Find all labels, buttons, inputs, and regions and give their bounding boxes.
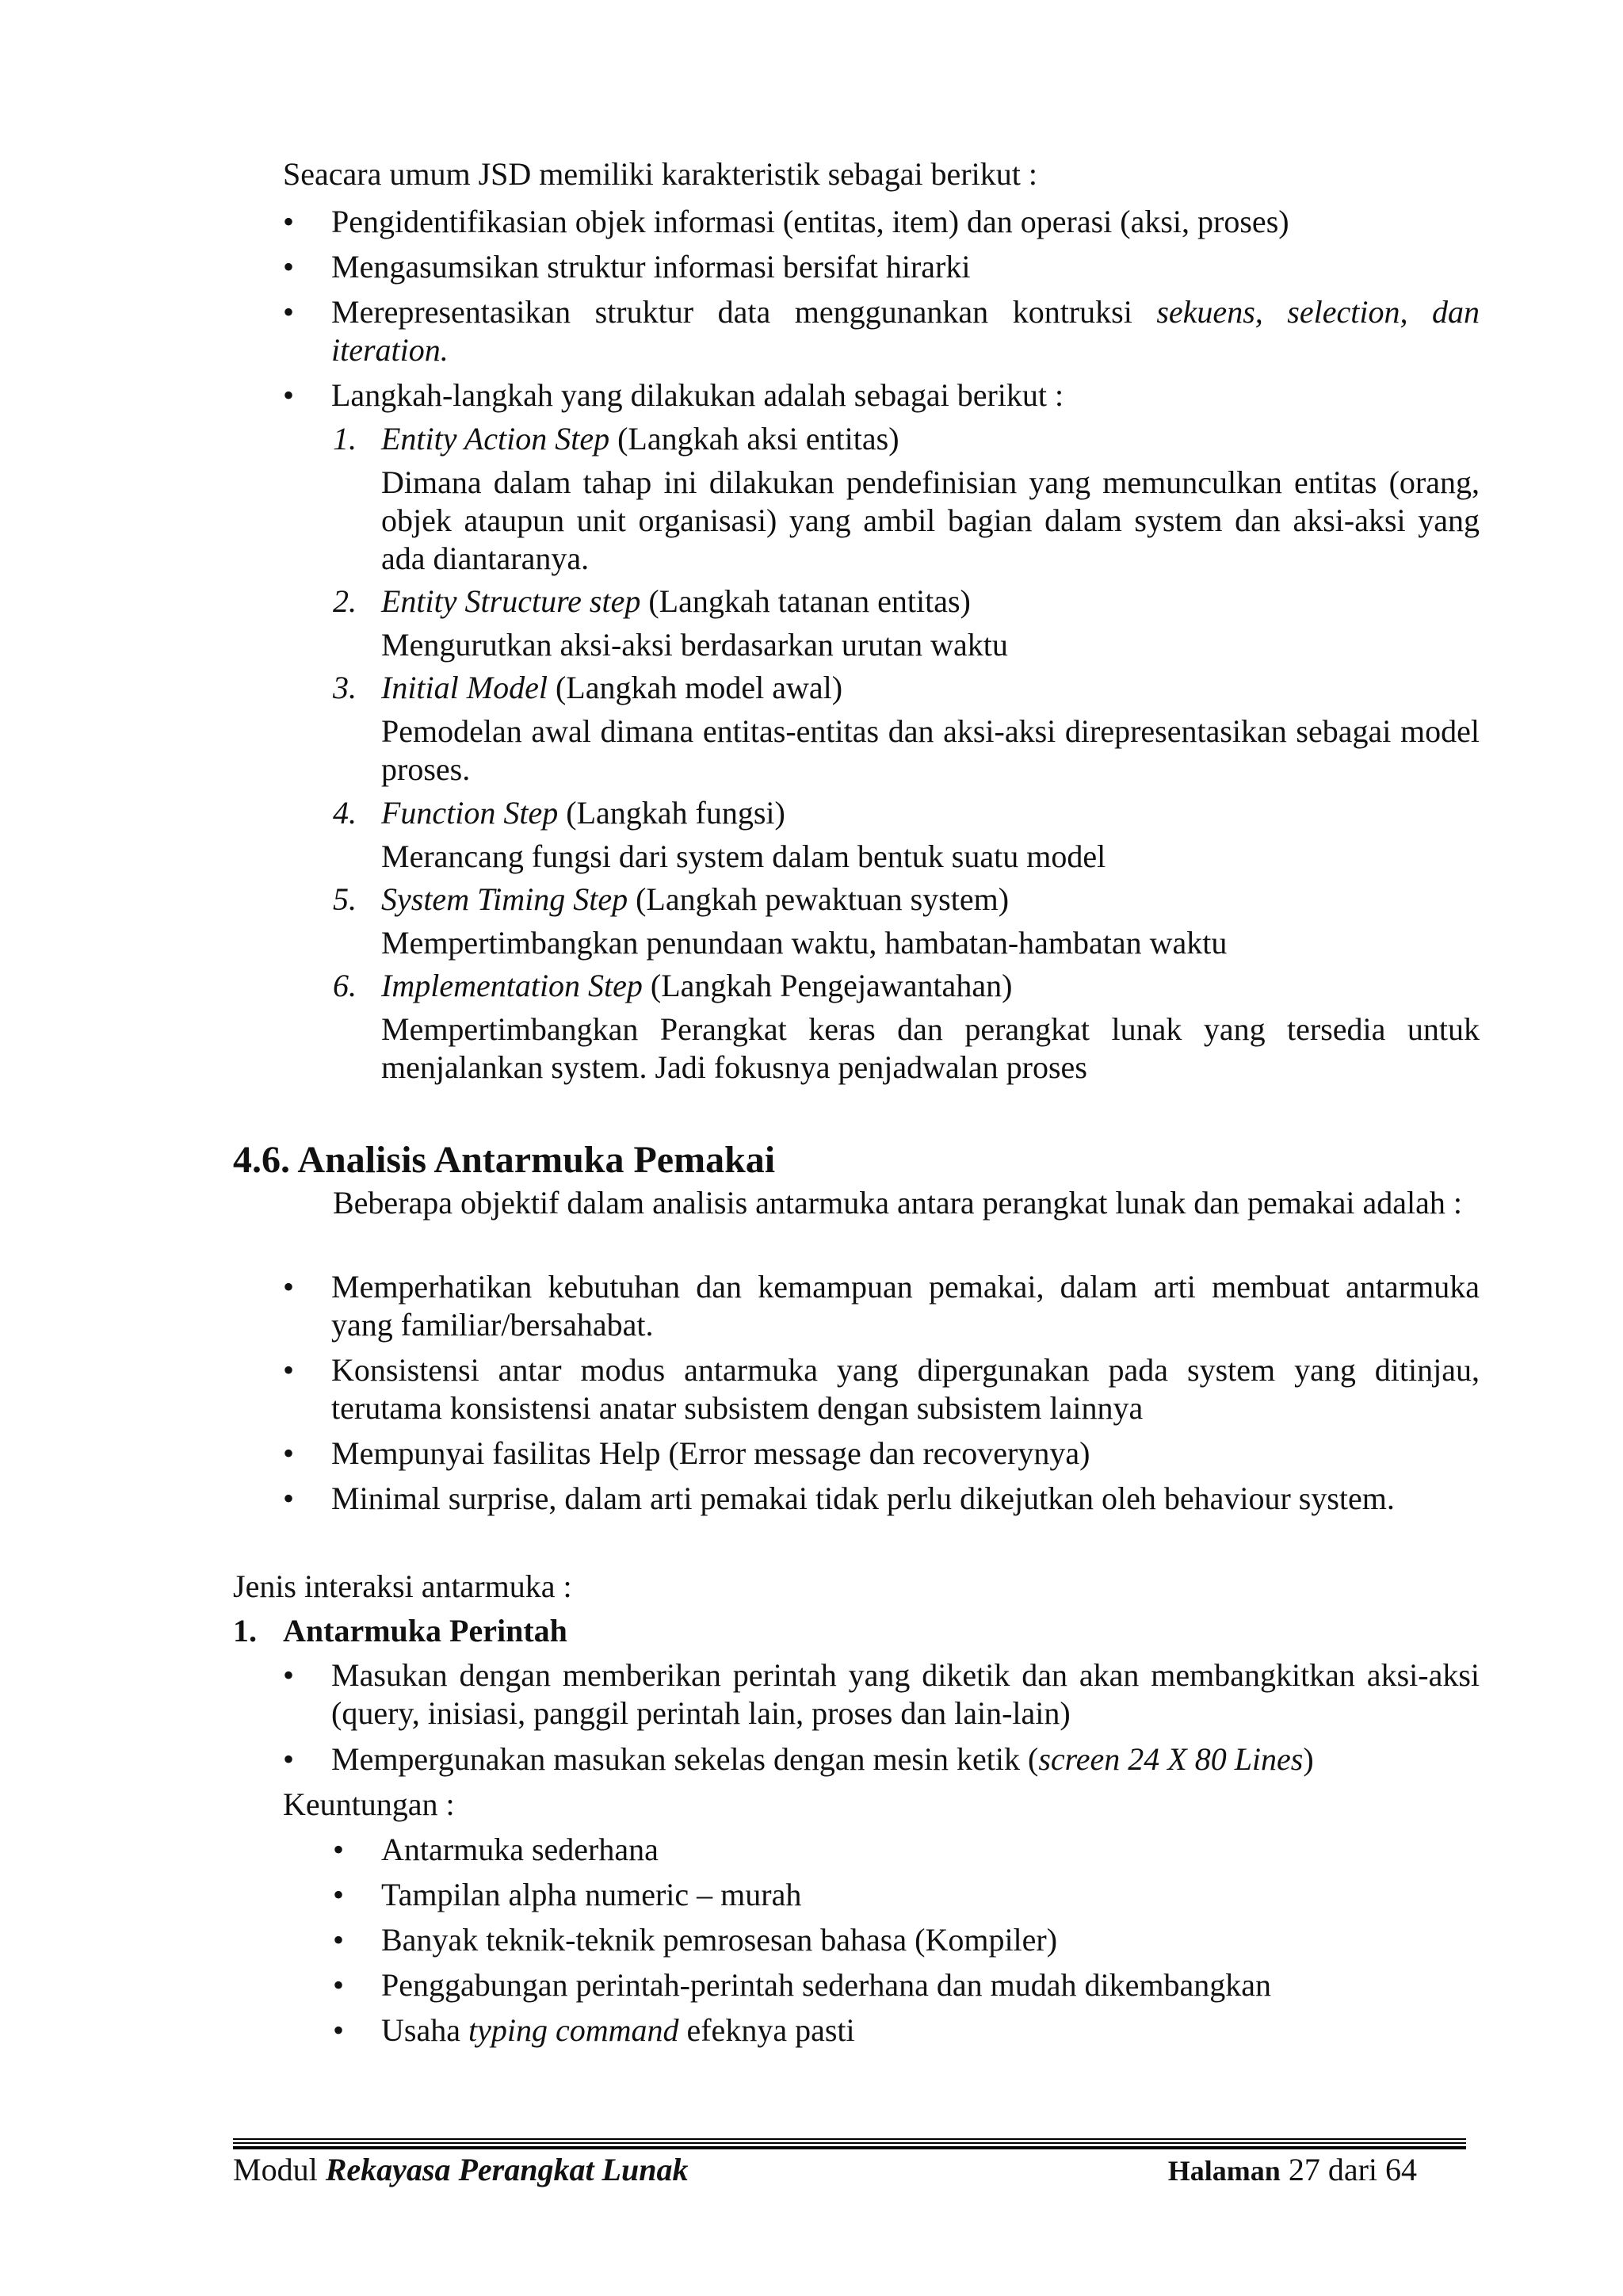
step-description: Dimana dalam tahap ini dilakukan pendefinisian yang memunculkan entitas (orang, objek ataupun unit organisasi) yang ambil bagian dalam system dan aksi-aksi yang ada diantaranya. (381, 464, 1480, 576)
step-name: Initial Model (381, 670, 548, 705)
step-number: 4. (333, 795, 357, 831)
list-item (283, 248, 1480, 286)
footer-page-label: Halaman (1167, 2155, 1281, 2187)
footer-prefix: Modul (233, 2152, 326, 2187)
list-item (283, 1351, 1480, 1427)
bullet-text (331, 293, 1480, 369)
step-subtitle: (Langkah Pengejawantahan) (642, 968, 1013, 1003)
step-title (333, 420, 1480, 458)
footer-module-title (233, 2151, 688, 2189)
bullet-icon: • (333, 1832, 345, 1867)
jenis-text: Jenis interaksi antarmuka : (233, 1568, 572, 1604)
step-subtitle: (Langkah model awal) (547, 670, 843, 705)
bullet-text: Pengidentifikasian objek informasi (entitas, item) dan operasi (aksi, proses) (331, 204, 1289, 239)
bullet-icon: • (283, 1435, 295, 1471)
intro-text: Seacara umum JSD memiliki karakteristik sebagai berikut : (283, 156, 1037, 192)
step-number: 1. (333, 421, 357, 457)
footer-rule-line (233, 2138, 1466, 2140)
footer-title: Rekayasa Perangkat Lunak (325, 2152, 689, 2187)
step-subtitle: (Langkah tatanan entitas) (640, 583, 971, 619)
step-title (333, 967, 1480, 1005)
bullet-text-italic: typing command (468, 2012, 679, 2048)
bullet-text (381, 2011, 1480, 2050)
bullet-text (331, 1740, 1480, 1778)
bullet-text: Mempunyai fasilitas Help (Error message dan recoverynya) (331, 1435, 1090, 1471)
keuntungan-label: Keuntungan : (283, 1786, 455, 1822)
subheading-title: Antarmuka Perintah (283, 1613, 567, 1648)
bullet-text: Tampilan alpha numeric – murah (381, 1877, 802, 1912)
bullet-icon: • (283, 249, 295, 285)
footer-rule-line (233, 2142, 1466, 2144)
bullet-icon: • (283, 204, 295, 239)
bullet-text: Konsistensi antar modus antarmuka yang dipergunakan pada system yang ditinjau, terutama konsistensi anatar subsistem dengan subsistem lainnya (331, 1352, 1480, 1426)
bullet-icon: • (333, 1877, 345, 1912)
bullet-icon: • (283, 1741, 295, 1777)
list-item (333, 1921, 1480, 1959)
step-subtitle: (Langkah pewaktuan system) (628, 881, 1010, 917)
bullet-text: Minimal surprise, dalam arti pemakai tidak perlu dikejutkan oleh behaviour system. (331, 1480, 1395, 1516)
list-item (283, 1480, 1480, 1518)
step-title (333, 669, 1480, 707)
list-item (333, 1876, 1480, 1914)
step-description: Pemodelan awal dimana entitas-entitas dan aksi-aksi direpresentasikan sebagai model proses. (381, 713, 1480, 787)
step-description: Mengurutkan aksi-aksi berdasarkan urutan waktu (381, 627, 1008, 663)
bullet-text-italic: sekuens, selection, dan iteration. (331, 294, 1480, 368)
step-subtitle: (Langkah aksi entitas) (609, 421, 899, 457)
bullet-icon: • (333, 1967, 345, 2003)
bullet-icon: • (333, 2012, 345, 2048)
list-item (333, 1831, 1480, 1869)
bullet-icon: • (283, 1657, 295, 1693)
bullet-icon: • (333, 1922, 345, 1958)
step-title (333, 583, 1480, 621)
section-paragraph: Beberapa objektif dalam analisis antarmuka antara perangkat lunak dan pemakai adalah : (333, 1185, 1462, 1221)
list-item (283, 1656, 1480, 1733)
bullet-text: Banyak teknik-teknik pemrosesan bahasa (Kompiler) (381, 1922, 1058, 1958)
bullet-text: Langkah-langkah yang dilakukan adalah sebagai berikut : (331, 377, 1064, 413)
step-name: Entity Action Step (381, 421, 610, 457)
bullet-icon: • (283, 1352, 295, 1388)
step-title (333, 881, 1480, 919)
list-item (333, 2011, 1480, 2050)
footer-rule (233, 2138, 1466, 2149)
step-description: Mempertimbangkan Perangkat keras dan perangkat lunak yang tersedia untuk menjalankan system. Jadi fokusnya penjadwalan proses (381, 1011, 1480, 1085)
bullet-text-italic: screen 24 X 80 Lines (1038, 1741, 1304, 1777)
bullet-text-end: efeknya pasti (678, 2012, 855, 2048)
step-number: 6. (333, 968, 357, 1003)
list-item (283, 203, 1480, 241)
step-name: Function Step (381, 795, 559, 831)
bullet-icon: • (283, 1480, 295, 1516)
footer-page-value: 27 dari 64 (1280, 2152, 1417, 2187)
bullet-icon: • (283, 294, 295, 330)
bullet-text-plain: Mempergunakan masukan sekelas dengan mesin ketik ( (331, 1741, 1039, 1777)
list-item (283, 376, 1480, 415)
bullet-text-end: ) (1303, 1741, 1314, 1777)
list-item (333, 1966, 1480, 2004)
bullet-icon: • (283, 377, 295, 413)
step-title (333, 794, 1480, 832)
bullet-text: Antarmuka sederhana (381, 1832, 659, 1867)
bullet-icon: • (283, 1269, 295, 1305)
step-name: System Timing Step (381, 881, 628, 917)
step-description: Merancang fungsi dari system dalam bentuk suatu model (381, 839, 1106, 874)
step-number: 5. (333, 881, 357, 917)
bullet-text: Masukan dengan memberikan perintah yang diketik dan akan membangkitkan aksi-aksi (query, inisiasi, panggil perintah lain, proses dan lain-lain) (331, 1657, 1480, 1731)
subheading-number: 1. (233, 1613, 257, 1648)
bullet-text: Memperhatikan kebutuhan dan kemampuan pemakai, dalam arti membuat antarmuka yang familiar/bersahabat. (331, 1269, 1480, 1343)
subheading (233, 1612, 567, 1650)
bullet-text-plain: Usaha (381, 2012, 468, 2048)
step-name: Entity Structure step (381, 583, 641, 619)
bullet-text: Mengasumsikan struktur informasi bersifat hirarki (331, 249, 971, 285)
footer-page-number (1168, 2151, 1417, 2190)
list-item (283, 293, 1480, 369)
list-item (283, 1740, 1480, 1778)
step-subtitle: (Langkah fungsi) (558, 795, 785, 831)
bullet-text-plain: Merepresentasikan struktur data menggunankan kontruksi (331, 294, 1157, 330)
list-item (283, 1435, 1480, 1473)
section-heading: 4.6. Analisis Antarmuka Pemakai (233, 1139, 776, 1181)
bullet-text: Penggabungan perintah-perintah sederhana dan mudah dikembangkan (381, 1967, 1271, 2003)
step-name: Implementation Step (381, 968, 643, 1003)
footer-rule-line (233, 2146, 1466, 2149)
step-description: Mempertimbangkan penundaan waktu, hambatan-hambatan waktu (381, 925, 1228, 961)
step-number: 3. (333, 670, 357, 705)
list-item (283, 1268, 1480, 1344)
step-number: 2. (333, 583, 357, 619)
